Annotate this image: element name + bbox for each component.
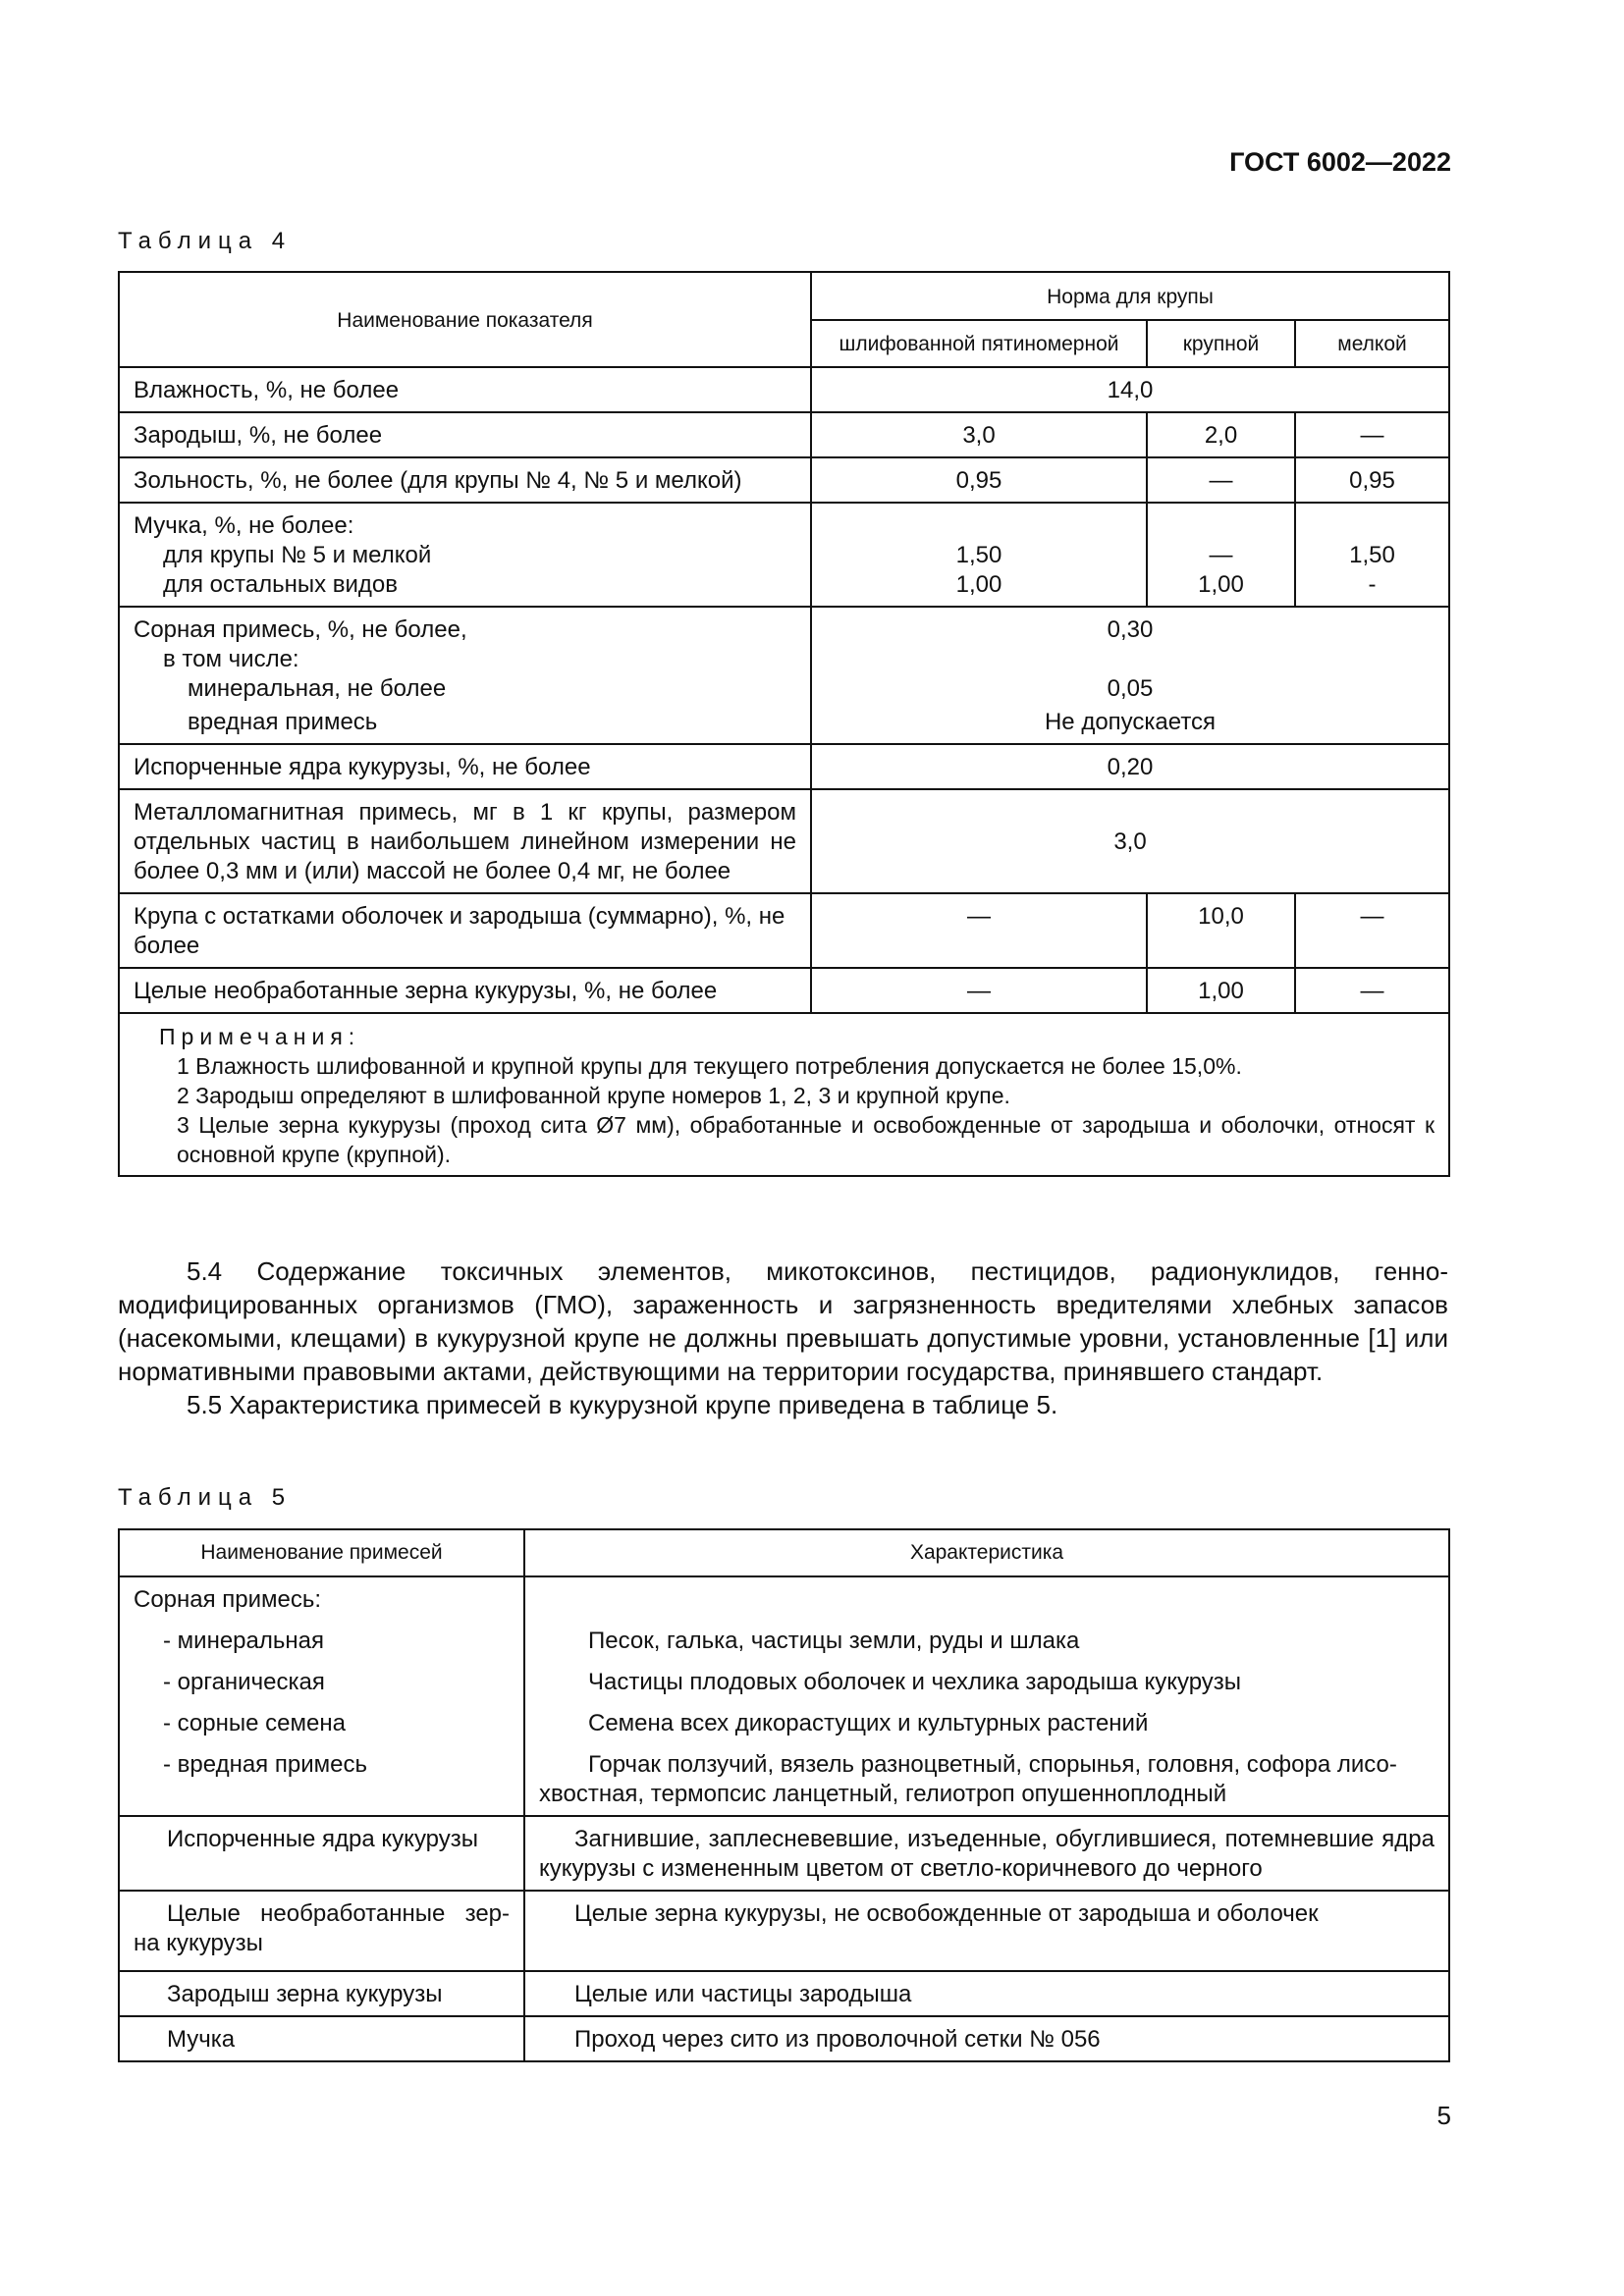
t4-flour-col1 <box>811 503 1147 607</box>
t4-whole-v3: — <box>1295 968 1449 1013</box>
table-row <box>119 1891 1449 1971</box>
t4-husk-v1: — <box>811 893 1147 968</box>
t5-weed-s1: - минеральная <box>163 1628 324 1654</box>
t4-flour-col2 <box>1147 503 1295 607</box>
table-row <box>119 2016 1449 2061</box>
table-row <box>119 893 1449 968</box>
t4-whole-name: Целые необработанные зерна кукурузы, %, не более <box>119 968 811 1013</box>
paragraph-5-4: 5.4 Содержание токсичных элементов, микотоксинов, пестицидов, радионуклидов, генно-модифицированных организмов (ГМО), зараженность и загрязненность вредителями хлебных запасов (насекомыми, клещами) в кукурузной крупе не должны превышать допустимые уровни, установленные [1] или нормативными правовыми актами, действующими на территории государства, принявшего стандарт. <box>118 1256 1448 1386</box>
t4-ash-v3: 0,95 <box>1295 457 1449 503</box>
t4-flour-v3b: - <box>1368 571 1377 598</box>
t5-weed-cell <box>119 1576 524 1816</box>
t4-flour-sub2: для остальных видов <box>163 571 399 598</box>
t4-weed-sub3: вредная примесь <box>188 709 378 735</box>
t4-weed-values <box>811 607 1449 744</box>
t4-note-3: 3 Целые зерна кукурузы (проход сита Ø7 мм), обработанные и освобожденные от зародыша и оболочки, относят к основной крупе (крупной). <box>177 1112 1435 1167</box>
t4-weed-name: Сорная примесь, %, не более, <box>134 616 467 643</box>
t4-weed-cell <box>119 607 811 744</box>
t4-note-2: 2 Зародыш определяют в шлифованной крупе номеров 1, 2, 3 и крупной крупе. <box>177 1083 1010 1108</box>
t5-whole-cell <box>119 1891 524 1971</box>
t5-weed-c4b: хвостная, термопсис ланцетный, гелиотроп опушенноплодный <box>539 1781 1227 1807</box>
t4-notes <box>119 1013 1449 1176</box>
t4-spoiled-value: 0,20 <box>811 744 1449 789</box>
t4-header-large: крупной <box>1147 320 1295 367</box>
t4-header-name: Наименование показателя <box>119 272 811 367</box>
t4-spoiled-name: Испорченные ядра кукурузы, %, не более <box>119 744 811 789</box>
t5-whole-name-b: на кукурузы <box>134 1930 263 1956</box>
t4-flour-cell <box>119 503 811 607</box>
table-row <box>119 412 1449 457</box>
standard-designation: ГОСТ 6002—2022 <box>1229 147 1451 177</box>
table-row <box>119 367 1449 412</box>
table-row <box>119 457 1449 503</box>
table-row <box>119 1576 1449 1816</box>
t5-weed-name: Сорная примесь: <box>134 1586 322 1613</box>
t4-germ-name: Зародыш, %, не более <box>119 412 811 457</box>
t4-note-1: 1 Влажность шлифованной и крупной крупы для текущего потребления допускается не более 15,0%. <box>177 1053 1242 1079</box>
t4-weed-sub1: в том числе: <box>163 646 299 672</box>
t5-whole-char: Целые зерна кукурузы, не освобожденные от зародыша и оболочек <box>524 1891 1449 1971</box>
table4 <box>118 271 1450 1177</box>
table4-caption: Таблица 4 <box>118 228 293 254</box>
t4-moisture-name: Влажность, %, не более <box>119 367 811 412</box>
t4-moisture-value: 14,0 <box>811 367 1449 412</box>
t4-header-small: мелкой <box>1295 320 1449 367</box>
t4-ash-name: Зольность, %, не более (для крупы № 4, № 5 и мелкой) <box>119 457 811 503</box>
table-row <box>119 1971 1449 2016</box>
t4-flour-sub1: для крупы № 5 и мелкой <box>163 542 432 568</box>
t4-flour-v3a: 1,50 <box>1349 542 1395 568</box>
t4-husk-v2: 10,0 <box>1147 893 1295 968</box>
table5-caption: Таблица 5 <box>118 1484 293 1511</box>
t5-spoiled-char: Загнившие, заплесневевшие, изъеденные, обуглившиеся, потемневшие ядра кукурузы с измененным цветом от светло-коричневого до черного <box>524 1816 1449 1891</box>
t5-flour-name: Мучка <box>119 2016 524 2061</box>
t5-weed-c3: Семена всех дикорастущих и культурных растений <box>588 1710 1149 1736</box>
t4-germ-v3: — <box>1295 412 1449 457</box>
t4-flour-v2b: 1,00 <box>1198 571 1244 598</box>
t4-metal-name: Металломагнитная примесь, мг в 1 кг крупы, размером отдельных частиц в наибольшем линейном измерении не более 0,3 мм и (или) массой не более 0,4 мг, не более <box>119 789 811 893</box>
t5-header-char: Характеристика <box>524 1529 1449 1576</box>
t5-weed-s3: - сорные семена <box>163 1710 346 1736</box>
t5-flour-char: Проход через сито из проволочной сетки № 056 <box>524 2016 1449 2061</box>
body-text <box>118 1255 1448 1421</box>
t4-germ-v1: 3,0 <box>811 412 1147 457</box>
t4-weed-vb: 0,05 <box>1107 675 1154 702</box>
t4-weed-sub2: минеральная, не более <box>188 675 447 702</box>
table-row <box>119 607 1449 744</box>
t4-germ-v2: 2,0 <box>1147 412 1295 457</box>
t5-weed-s4: - вредная примесь <box>163 1751 367 1778</box>
table-row <box>119 1816 1449 1891</box>
t4-header-polished: шлифованной пятиномерной <box>811 320 1147 367</box>
t4-ash-v2: — <box>1147 457 1295 503</box>
t5-weed-c2: Частицы плодовых оболочек и чехлика зародыша кукурузы <box>588 1669 1242 1695</box>
t4-flour-col3 <box>1295 503 1449 607</box>
table-row <box>119 1013 1449 1176</box>
table-row <box>119 503 1449 607</box>
t4-metal-value: 3,0 <box>811 789 1449 893</box>
t4-weed-vc: Не допускается <box>1044 709 1217 735</box>
t5-germ-char: Целые или частицы зародыша <box>524 1971 1449 2016</box>
t5-spoiled-name: Испорченные ядра кукурузы <box>119 1816 524 1891</box>
t4-husk-name: Крупа с остатками оболочек и зародыша (суммарно), %, не более <box>119 893 811 968</box>
t5-weed-c1: Песок, галька, частицы земли, руды и шлака <box>588 1628 1080 1654</box>
t4-notes-title: Примечания: <box>159 1024 361 1049</box>
t5-whole-name-a: Целые необработанные зер- <box>167 1900 510 1927</box>
table5 <box>118 1528 1450 2062</box>
t4-flour-v1b: 1,00 <box>955 571 1002 598</box>
t5-header-name: Наименование примесей <box>119 1529 524 1576</box>
t4-husk-v3: — <box>1295 893 1449 968</box>
t5-germ-name: Зародыш зерна кукурузы <box>119 1971 524 2016</box>
t4-ash-v1: 0,95 <box>811 457 1147 503</box>
paragraph-5-5: 5.5 Характеристика примесей в кукурузной крупе приведена в таблице 5. <box>187 1390 1058 1419</box>
t5-weed-s2: - органическая <box>163 1669 325 1695</box>
table-row <box>119 968 1449 1013</box>
table-row <box>119 789 1449 893</box>
t4-weed-va: 0,30 <box>1107 616 1154 643</box>
t4-flour-v1a: 1,50 <box>955 542 1002 568</box>
t4-flour-v2a: — <box>1209 542 1233 568</box>
t4-whole-v1: — <box>811 968 1147 1013</box>
t5-weed-c4a: Горчак ползучий, вязель разноцветный, спорынья, головня, софора лисо- <box>588 1751 1397 1778</box>
t5-weed-chars <box>524 1576 1449 1816</box>
t4-whole-v2: 1,00 <box>1147 968 1295 1013</box>
page-number: 5 <box>1436 2101 1451 2130</box>
t4-header-group: Норма для крупы <box>811 272 1449 320</box>
t4-flour-name: Мучка, %, не более: <box>134 512 354 539</box>
table-row <box>119 744 1449 789</box>
